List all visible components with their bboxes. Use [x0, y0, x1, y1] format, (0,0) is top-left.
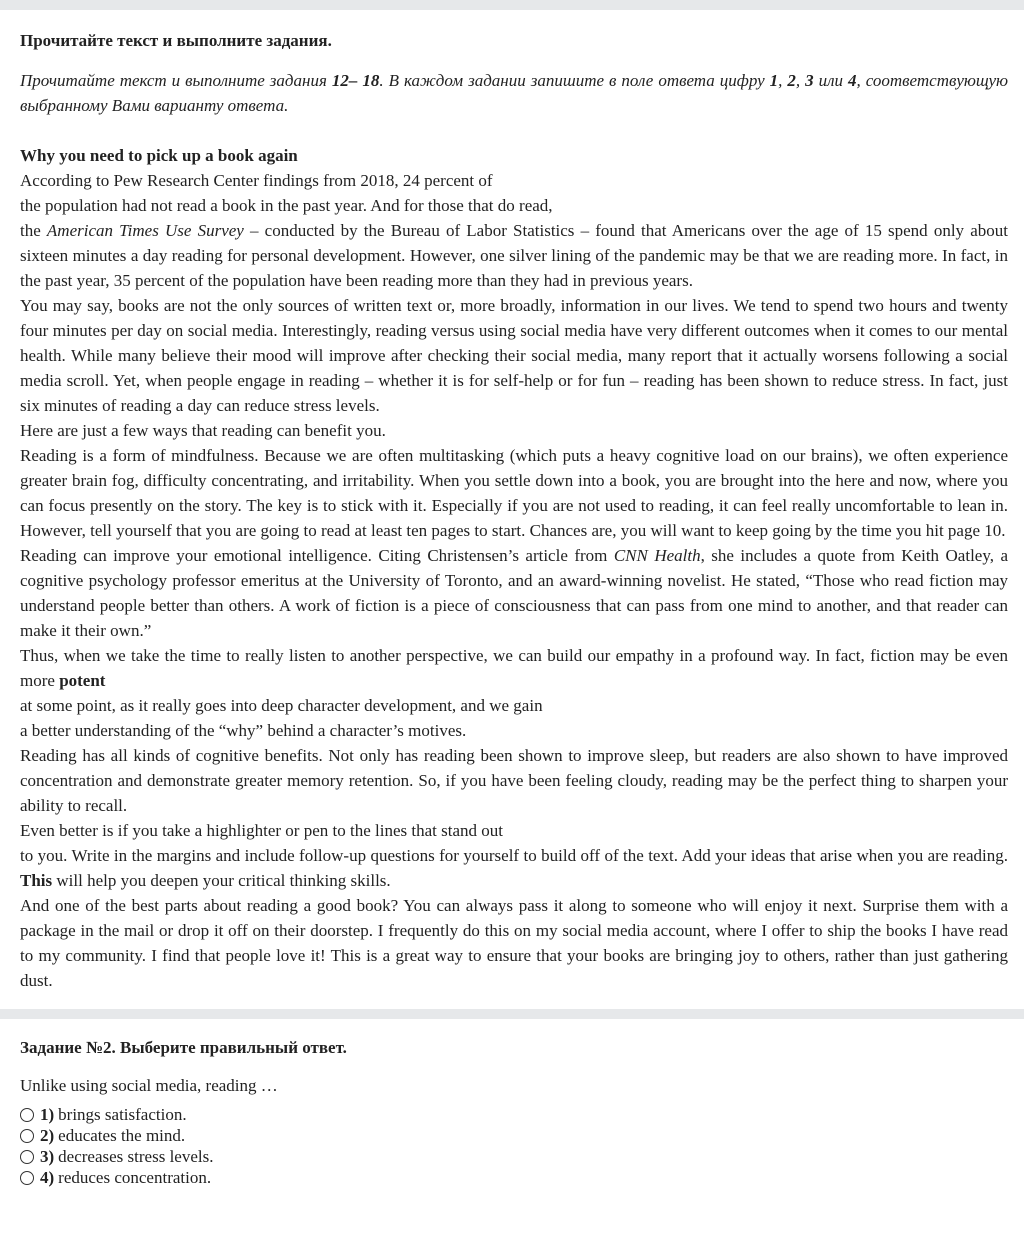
radio-button[interactable]: [20, 1150, 34, 1164]
task-instruction: Прочитайте текст и выполните задания 12– 18. В каждом задании запишите в поле ответа цифру 1, 2, 3 или 4, соответствующую выбранному Вами варианту ответа.: [20, 71, 1009, 115]
article-paragraph-1-line-2: the population had not read a book in the past year. And for those that do read,: [20, 196, 553, 215]
question-header: Задание №2. Выберите правильный ответ.: [20, 1038, 347, 1057]
section-divider: [0, 1009, 1024, 1019]
radio-button[interactable]: [20, 1129, 34, 1143]
article-paragraph-8: to you. Write in the margins and include follow-up questions for yourself to build off of the text. Add your ideas that arise when you are reading. This will help you deepen your critical thinking skills.: [20, 846, 1008, 890]
answer-option-4[interactable]: 4) reduces concentration.: [20, 1167, 1008, 1188]
question-prompt: Unlike using social media, reading …: [20, 1076, 278, 1095]
article-paragraph-4: Reading is a form of mindfulness. Because we are often multitasking (which puts a heavy cognitive load on our brains), we often experience greater brain fog, difficulty concentrating, and irritability. When you settle down into a book, you are brought into the here and now, where you can focus presently on the story. The key is to stick with it. Especially if you are not used to reading, it can feel really uncomfortable to lean in. However, tell yourself that you are going to read at least ten pages to start. Chances are, you will want to keep going by the time you hit page 10.: [20, 446, 1008, 540]
article-paragraph-6-line-2: at some point, as it really goes into deep character development, and we gain: [20, 696, 543, 715]
article-paragraph-5: Reading can improve your emotional intelligence. Citing Christensen’s article from CNN Health, she includes a quote from Keith Oatley, a cognitive psychology professor emeritus at the University of Toronto, and an award-winning novelist. He stated, “Those who read fiction may understand people better than others. A work of fiction is a piece of consciousness that can pass from one mind to another, and that reader can make it their own.”: [20, 546, 1008, 640]
article-paragraph-8-line-1: Even better is if you take a highlighter or pen to the lines that stand out: [20, 821, 503, 840]
article-paragraph-1-line-1: According to Pew Research Center findings from 2018, 24 percent of: [20, 171, 493, 190]
top-divider: [0, 0, 1024, 10]
article-paragraph-6-line-3: a better understanding of the “why” behind a character’s motives.: [20, 721, 467, 740]
answer-option-2[interactable]: 2) educates the mind.: [20, 1125, 1008, 1146]
answer-option-3[interactable]: 3) decreases stress levels.: [20, 1146, 1008, 1167]
reading-task: [0, 10, 1024, 993]
article: [20, 143, 1008, 993]
article-paragraph-9: And one of the best parts about reading a good book? You can always pass it along to someone who will enjoy it next. Surprise them with a package in the mail or drop it off on their doorstep. I frequently do this on my social media account, where I offer to ship the books I have read to my community. I find that people love it! This is a great way to ensure that your books are bringing joy to others, rather than just gathering dust.: [20, 896, 1008, 990]
radio-button[interactable]: [20, 1171, 34, 1185]
article-paragraph-6: Thus, when we take the time to really listen to another perspective, we can build our empathy in a profound way. In fact, fiction may be even more potent: [20, 646, 1008, 690]
article-paragraph-3: Here are just a few ways that reading can benefit you.: [20, 421, 386, 440]
answer-options: [20, 1104, 1008, 1188]
answer-option-1[interactable]: 1) brings satisfaction.: [20, 1104, 1008, 1125]
question-block: [0, 1019, 1024, 1188]
task-header: Прочитайте текст и выполните задания.: [20, 31, 332, 50]
article-paragraph-7: Reading has all kinds of cognitive benefits. Not only has reading been shown to improve sleep, but readers are also shown to have improved concentration and demonstrate greater memory retention. So, if you have been feeling cloudy, reading may be the perfect thing to sharpen your ability to recall.: [20, 746, 1008, 815]
article-title: Why you need to pick up a book again: [20, 146, 298, 165]
article-paragraph-2: You may say, books are not the only sources of written text or, more broadly, information in our lives. We tend to spend two hours and twenty four minutes per day on social media. Interestingly, reading versus using social media have very different outcomes when it comes to our mental health. While many believe their mood will improve after checking their social media, many report that it actually worsens following a social media scroll. Yet, when people engage in reading – whether it is for self-help or for fun – reading has been shown to reduce stress. In fact, just six minutes of reading a day can reduce stress levels.: [20, 296, 1008, 415]
article-paragraph-1: the American Times Use Survey – conducted by the Bureau of Labor Statistics – found that Americans over the age of 15 spend only about sixteen minutes a day reading for personal development. However, one silver lining of the pandemic may be that we are reading more. In fact, in the past year, 35 percent of the population have been reading more than they had in previous years.: [20, 221, 1008, 290]
radio-button[interactable]: [20, 1108, 34, 1122]
